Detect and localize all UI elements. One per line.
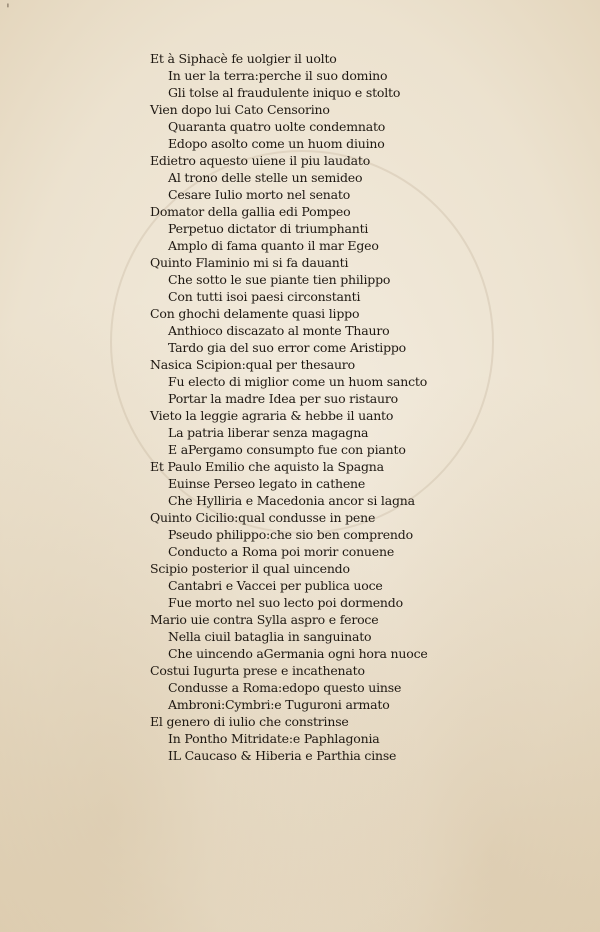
verse-line: Con ghochi delamente quasi lippo — [150, 306, 360, 321]
verse-line: Che sotto le sue piante tien philippo — [168, 272, 391, 287]
verse-line: Costui Iugurta prese e incathenato — [150, 663, 365, 678]
poem-text-block — [150, 50, 428, 764]
verse-line: Mario uie contra Sylla aspro e feroce — [150, 612, 379, 627]
verse-line: Cantabri e Vaccei per publica uoce — [168, 578, 383, 593]
verse-line: Quinto Flaminio mi si fa dauanti — [150, 255, 349, 270]
verse-line: Scipio posterior il qual uincendo — [150, 561, 350, 576]
corner-mark: ' — [6, 2, 10, 18]
verse-line: Al trono delle stelle un semideo — [168, 170, 363, 185]
verse-line: Et Paulo Emilio che aquisto la Spagna — [150, 459, 384, 474]
verse-line: E aPergamo consumpto fue con pianto — [168, 442, 406, 457]
verse-line: Euinse Perseo legato in cathene — [168, 476, 366, 491]
verse-line: IL Caucaso & Hiberia e Parthia cinse — [168, 748, 397, 763]
verse-line: Vien dopo lui Cato Censorino — [150, 102, 330, 117]
verse-line: Pseudo philippo:che sio ben comprendo — [168, 527, 413, 542]
verse-line: Amplo di fama quanto il mar Egeo — [168, 238, 379, 253]
verse-line: El genero di iulio che constrinse — [150, 714, 349, 729]
verse-line: Fue morto nel suo lecto poi dormendo — [168, 595, 403, 610]
verse-line: Portar la madre Idea per suo ristauro — [168, 391, 398, 406]
verse-line: Conducto a Roma poi morir conuene — [168, 544, 395, 559]
verse-line: In Pontho Mitridate:e Paphlagonia — [168, 731, 380, 746]
verse-line: Che Hylliria e Macedonia ancor si lagna — [168, 493, 415, 508]
verse-line: Fu electo di miglior come un huom sancto — [168, 374, 428, 389]
verse-line: Tardo gia del suo error come Aristippo — [168, 340, 406, 355]
verse-line: Vieto la leggie agraria & hebbe il uanto — [150, 408, 394, 423]
verse-line: Anthioco discazato al monte Thauro — [168, 323, 390, 338]
verse-line: Gli tolse al fraudulente iniquo e stolto — [168, 85, 401, 100]
verse-line: Cesare Iulio morto nel senato — [168, 187, 351, 202]
verse-line: Edopo asolto come un huom diuino — [168, 136, 385, 151]
verse-line: Ambroni:Cymbri:e Tuguroni armato — [168, 697, 390, 712]
verse-line: Che uincendo aGermania ogni hora nuoce — [168, 646, 428, 661]
verse-line: In uer la terra:perche il suo domino — [168, 68, 388, 83]
verse-line: Quaranta quatro uolte condemnato — [168, 119, 386, 134]
verse-line: Quinto Cicilio:qual condusse in pene — [150, 510, 376, 525]
verse-line: Domator della gallia edi Pompeo — [150, 204, 351, 219]
verse-line: Perpetuo dictator di triumphanti — [168, 221, 369, 236]
verse-line: Edietro aquesto uiene il piu laudato — [150, 153, 371, 168]
verse-line: Con tutti isoi paesi circonstanti — [168, 289, 361, 304]
verse-line: Nasica Scipion:qual per thesauro — [150, 357, 355, 372]
verse-line: Nella ciuil bataglia in sanguinato — [168, 629, 372, 644]
verse-line: La patria liberar senza magagna — [168, 425, 369, 440]
verse-line: Et à Siphacè fe uolgier il uolto — [150, 51, 337, 66]
verse-line: Condusse a Roma:edopo questo uinse — [168, 680, 402, 695]
